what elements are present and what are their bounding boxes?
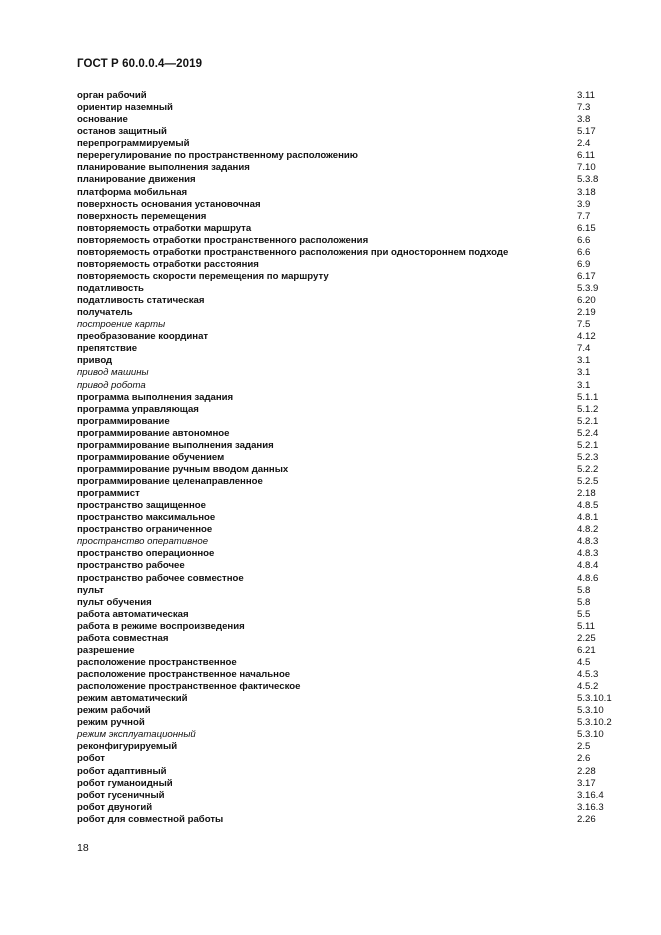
index-entry [77, 790, 617, 802]
index-entry [77, 753, 617, 765]
index-term: перерегулирование по пространственному расположению [77, 150, 358, 162]
index-reference: 2.4 [577, 138, 591, 150]
index-entry [77, 717, 617, 729]
index-term: получатель [77, 307, 133, 319]
index-entry [77, 597, 617, 609]
index-term: орган рабочий [77, 90, 147, 101]
index-reference: 5.8 [577, 584, 591, 596]
index-reference: 5.3.8 [577, 174, 599, 186]
index-reference: 3.9 [577, 198, 591, 210]
index-reference: 5.11 [577, 620, 595, 632]
index-term: основание [77, 114, 128, 126]
index-entry [77, 657, 617, 669]
index-entry [77, 452, 617, 464]
index-entry [77, 669, 617, 681]
index-term: повторяемость скорости перемещения по маршруту [77, 270, 329, 282]
index-entry [77, 500, 617, 512]
index-entry [77, 174, 617, 186]
index-term: программирование ручным вводом данных [77, 463, 289, 475]
index-entry [77, 162, 617, 174]
index-entry [77, 524, 617, 536]
index-reference: 6.6 [577, 246, 591, 258]
index-reference: 4.8.2 [577, 524, 599, 536]
page-number: 18 [77, 842, 89, 854]
index-reference: 4.8.3 [577, 548, 599, 560]
index-reference: 5.8 [577, 596, 591, 608]
index-reference: 5.1.1 [577, 391, 599, 403]
index-term: повторяемость отработки расстояния [77, 258, 259, 270]
index-entry [77, 573, 617, 585]
index-reference: 6.15 [577, 222, 596, 234]
index-term: программирование целенаправленное [77, 476, 263, 487]
index-reference: 4.8.1 [577, 512, 599, 524]
index-reference: 6.11 [577, 150, 595, 162]
index-term: пространство максимальное [77, 512, 216, 524]
index-reference: 6.17 [577, 270, 596, 282]
index-entry [77, 126, 617, 138]
index-entry [77, 247, 617, 259]
index-reference: 5.3.10 [577, 705, 604, 717]
index-reference: 2.26 [577, 813, 596, 825]
index-entry [77, 741, 617, 753]
index-term: робот гуманоидный [77, 777, 173, 789]
index-reference: 7.4 [577, 343, 591, 355]
index-reference: 6.6 [577, 234, 591, 246]
index-reference: 5.2.2 [577, 463, 599, 475]
index-entry [77, 428, 617, 440]
index-term: пульт обучения [77, 596, 152, 608]
index-term: пространство рабочее [77, 560, 185, 572]
index-reference: 5.17 [577, 126, 596, 138]
index-term: пространство оперативное [77, 536, 209, 548]
index-term: реконфигурируемый [77, 741, 178, 753]
index-reference: 4.8.3 [577, 536, 599, 548]
index-term: повторяемость отработки пространственного расположения при одностороннем подходе [77, 246, 509, 258]
index-term: привод робота [77, 379, 146, 391]
index-reference: 3.18 [577, 186, 596, 198]
index-term: программа управляющая [77, 403, 199, 415]
index-reference: 2.6 [577, 753, 591, 765]
index-entry [77, 90, 617, 102]
index-entry [77, 440, 617, 452]
index-reference: 4.5 [577, 656, 591, 668]
index-reference: 7.5 [577, 319, 591, 331]
index-term: программирование автономное [77, 427, 230, 439]
index-term: режим рабочий [77, 705, 151, 717]
index-entry [77, 404, 617, 416]
index-reference: 3.8 [577, 114, 591, 126]
index-term: препятствие [77, 343, 138, 355]
index-term: программист [77, 488, 140, 500]
index-reference: 3.17 [577, 777, 596, 789]
index-term: пространство операционное [77, 548, 215, 560]
index-entry [77, 283, 617, 295]
index-entry [77, 235, 617, 247]
index-term: робот гусеничный [77, 789, 165, 801]
index-term: перепрограммируемый [77, 138, 190, 150]
index-term: программирование обучением [77, 451, 225, 463]
index-entry [77, 645, 617, 657]
index-reference: 5.3.10.1 [577, 693, 612, 705]
index-reference: 5.2.5 [577, 476, 599, 487]
index-term: работа в режиме воспроизведения [77, 620, 245, 632]
index-term: расположение пространственное начальное [77, 669, 291, 680]
index-entry [77, 416, 617, 428]
index-term: пульт [77, 584, 104, 596]
index-term: работа автоматическая [77, 608, 189, 620]
index-reference: 4.8.4 [577, 560, 599, 572]
index-reference: 4.5.3 [577, 669, 599, 680]
index-entry [77, 355, 617, 367]
index-term: поверхность основания установочная [77, 198, 261, 210]
index-term: платформа мобильная [77, 186, 188, 198]
index-term: планирование выполнения задания [77, 162, 250, 174]
index-term: построение карты [77, 319, 166, 331]
index-entry [77, 367, 617, 379]
index-entry [77, 705, 617, 717]
index-entry [77, 199, 617, 211]
index-reference: 3.16.3 [577, 801, 604, 813]
index-term: ориентир наземный [77, 102, 173, 114]
index-entry [77, 138, 617, 150]
index-entry [77, 536, 617, 548]
index-term: разрешение [77, 644, 135, 656]
index-reference: 2.5 [577, 741, 591, 753]
index-term: программа выполнения задания [77, 391, 234, 403]
index-entry [77, 512, 617, 524]
index-entry [77, 778, 617, 790]
term-index [77, 90, 617, 826]
index-reference: 5.1.2 [577, 403, 599, 415]
index-term: останов защитный [77, 126, 167, 138]
index-reference: 2.18 [577, 488, 596, 500]
index-term: работа совместная [77, 632, 169, 644]
index-term: привод машины [77, 367, 149, 379]
index-reference: 4.5.2 [577, 681, 599, 693]
index-term: робот [77, 753, 105, 765]
index-reference: 2.19 [577, 307, 596, 319]
index-entry [77, 307, 617, 319]
index-reference: 5.2.1 [577, 415, 599, 427]
index-reference: 3.1 [577, 367, 591, 379]
index-reference: 5.2.3 [577, 451, 599, 463]
index-reference: 4.8.6 [577, 572, 599, 584]
index-term: режим автоматический [77, 693, 188, 705]
index-reference: 5.2.4 [577, 427, 599, 439]
index-term: программирование выполнения задания [77, 439, 274, 451]
index-entry [77, 802, 617, 814]
index-reference: 7.3 [577, 102, 591, 114]
index-entry [77, 814, 617, 826]
index-term: податливость [77, 283, 144, 294]
index-reference: 5.3.9 [577, 283, 599, 294]
index-entry [77, 476, 617, 488]
index-term: режим эксплуатационный [77, 729, 196, 741]
index-entry [77, 259, 617, 271]
index-reference: 6.20 [577, 295, 596, 307]
index-term: повторяемость отработки пространственного расположения [77, 234, 369, 246]
index-entry [77, 621, 617, 633]
index-entry [77, 271, 617, 283]
index-reference: 5.2.1 [577, 439, 599, 451]
index-reference: 6.21 [577, 644, 596, 656]
index-entry [77, 114, 617, 126]
index-term: режим ручной [77, 717, 145, 729]
index-reference: 3.1 [577, 355, 591, 367]
index-reference: 2.28 [577, 765, 596, 777]
index-reference: 4.12 [577, 331, 596, 343]
index-term: расположение пространственное [77, 656, 237, 668]
index-entry [77, 343, 617, 355]
index-term: расположение пространственное фактическое [77, 681, 301, 693]
index-entry [77, 102, 617, 114]
index-reference: 2.25 [577, 632, 596, 644]
index-reference: 5.5 [577, 608, 591, 620]
index-entry [77, 295, 617, 307]
index-entry [77, 464, 617, 476]
index-reference: 7.7 [577, 210, 591, 222]
index-entry [77, 211, 617, 223]
index-term: повторяемость отработки маршрута [77, 222, 252, 234]
index-reference: 7.10 [577, 162, 596, 174]
index-term: поверхность перемещения [77, 210, 207, 222]
index-reference: 6.9 [577, 258, 591, 270]
index-reference: 5.3.10.2 [577, 717, 612, 729]
index-entry [77, 560, 617, 572]
index-term: привод [77, 355, 113, 367]
index-entry [77, 729, 617, 741]
index-term: робот двуногий [77, 801, 153, 813]
index-entry [77, 223, 617, 235]
index-reference: 3.11 [577, 90, 595, 101]
index-term: пространство защищенное [77, 500, 206, 512]
index-entry [77, 150, 617, 162]
index-entry [77, 681, 617, 693]
index-entry [77, 331, 617, 343]
index-term: программирование [77, 415, 170, 427]
index-term: преобразование координат [77, 331, 209, 343]
index-entry [77, 392, 617, 404]
index-reference: 5.3.10 [577, 729, 604, 741]
index-term: робот адаптивный [77, 765, 167, 777]
index-reference: 3.16.4 [577, 789, 604, 801]
index-entry [77, 488, 617, 500]
index-term: робот для совместной работы [77, 813, 224, 825]
index-term: планирование движения [77, 174, 196, 186]
index-entry [77, 319, 617, 331]
document-header: ГОСТ Р 60.0.0.4—2019 [77, 58, 203, 70]
index-entry [77, 585, 617, 597]
index-entry [77, 766, 617, 778]
index-entry [77, 693, 617, 705]
index-term: пространство ограниченное [77, 524, 213, 536]
index-entry [77, 187, 617, 199]
index-entry [77, 609, 617, 621]
index-reference: 3.1 [577, 379, 591, 391]
index-reference: 4.8.5 [577, 500, 599, 512]
index-entry [77, 633, 617, 645]
index-entry [77, 548, 617, 560]
index-term: податливость статическая [77, 295, 205, 307]
index-term: пространство рабочее совместное [77, 572, 244, 584]
index-entry [77, 380, 617, 392]
